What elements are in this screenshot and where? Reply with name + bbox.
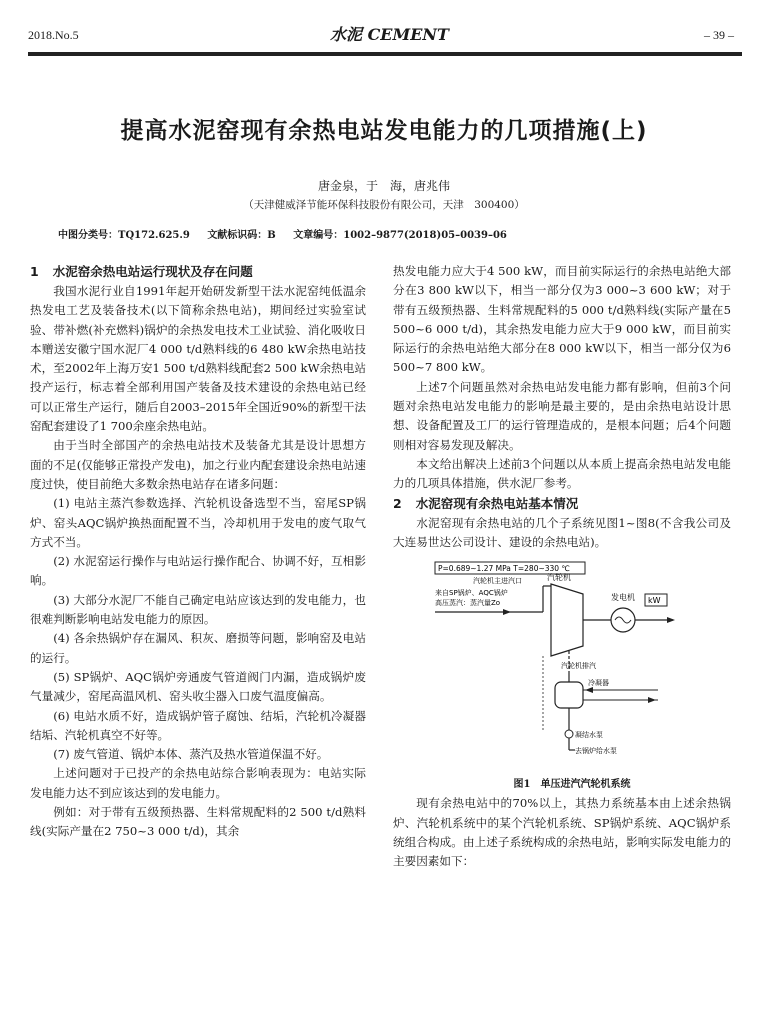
document-code: 文献标识码：B [207, 230, 276, 241]
turbine-inlet-label: 汽轮机主进汽口 [473, 577, 522, 586]
figure-1-caption: 图1 单压进汽汽轮机系统 [513, 779, 631, 791]
paragraph: 我国水泥行业自1991年起开始研发新型干法水泥窑纯低温余热发电工艺及装备技术(以下简称余热电站)，期间经过实验室试验、带补燃(补充燃料)锅炉的余热发电技术工业试验、消化吸收日本赠送安徽宁国水泥厂4 000 t/d熟料线的6 480 kW余热电站技术，至2002年上海万安1 500 t/d熟料线配套2 500 kW余热电站投产运行，标志着全部利用国产装备及技术建设的余热电站已经可以正常生产运行，随后自2003–2015年全国近90%的新型干法窑配套建设了1 700余座余热电站。 [30, 284, 366, 434]
list-item: (4) 各余热锅炉存在漏风、积灰、磨损等问题，影响窑及电站的运行。 [30, 631, 366, 665]
figure-1 [393, 558, 731, 773]
section-2-number: 2 [393, 495, 402, 511]
section-2-title: 水泥窑现有余热电站基本情况 [415, 495, 579, 511]
generator-label: 发电机 [611, 593, 635, 603]
turbine-system-diagram [433, 560, 693, 770]
pump-icon [565, 730, 573, 738]
paragraph: 热发电能力应大于4 500 kW，而目前实际运行的余热电站绝大部分在3 800 kW以下，相当一部分仅为3 000~3 600 kW；对于带有五级预热器、生料常规配料的5 000 t/d熟料线(实际产量在5 500~6 000 t/d)，其余热发电能力应大于9 000 kW，而目前实际运行的余热电站绝大部分在8 000 kW以下，相当一部分仅为6 500~7 800 kW。 [393, 264, 731, 375]
left-column [30, 262, 366, 842]
exhaust-label: 汽轮机排汽 [561, 662, 596, 671]
paragraph: 例如：对于带有五级预热器、生料常规配料的2 500 t/d熟料线(实际产量在2 750~3 000 t/d)，其余 [30, 805, 366, 839]
section-1-number: 1 [30, 264, 39, 279]
section-1-title: 水泥窑余热电站运行现状及存在问题 [52, 264, 253, 279]
article-title: 提高水泥窑现有余热电站发电能力的几项措施(上) [120, 118, 648, 144]
author-affiliation: （天津健威泽节能环保科技股份有限公司，天津 300400） [243, 199, 525, 211]
flow-arrow-icon [503, 609, 511, 615]
issue-number: 2018.No.5 [28, 28, 79, 42]
turbine-label: 汽轮机 [547, 573, 571, 583]
steam-flow-label: 高压蒸汽：蒸汽量Zo [435, 599, 501, 608]
paragraph: 上述7个问题虽然对余热电站发电能力都有影响，但前3个问题对余热电站发电能力的影响是最主要的，是由余热电站设计思想、设备配置及工厂的运行管理造成的，是根本问题；后4个问题则相对容易发现及解决。 [393, 379, 731, 452]
kw-label: kW [648, 596, 661, 606]
steam-parameters: P=0.689~1.27 MPa T=280~330 ℃ [438, 564, 570, 574]
power-arrow-icon [667, 617, 675, 623]
section-1-heading [30, 262, 366, 281]
section-2-heading [393, 494, 731, 513]
list-item: (3) 大部分水泥厂不能自己确定电站应该达到的发电能力，也很难判断影响电站发电能力的原因。 [30, 592, 366, 627]
right-column [393, 262, 731, 872]
paragraph: 由于当时全部国产的余热电站技术及装备尤其是设计思想方面的不足(仅能够正常投产发电)，加之行业内配套建设余热电站速度过快，使目前绝大多数余热电站存在诸多问题： [30, 438, 366, 491]
journal-logo: 水泥 CEMENT [330, 25, 449, 44]
generator-wave-icon [615, 617, 631, 623]
paragraph: 本文给出解决上述前3个问题以从本质上提高余热电站发电能力的几项具体措施，供水泥厂参考。 [393, 456, 731, 491]
pump-label: 凝结水泵 [575, 731, 603, 740]
turbine-icon [551, 584, 583, 656]
page-number: – 39 – [704, 28, 734, 42]
paragraph: 水泥窑现有余热电站的几个子系统见图1~图8(不含我公司及大连易世达公司设计、建设的余热电站)。 [393, 515, 731, 549]
steam-source-label: 来自SP锅炉、AQC锅炉 [435, 589, 508, 598]
condenser-icon [555, 682, 583, 708]
running-header [0, 22, 768, 52]
article-authors: 唐金泉，于 海，唐兆伟 [317, 179, 450, 193]
list-item: (5) SP锅炉、AQC锅炉旁通废气管道阀门内漏，造成锅炉废气量减少，窑尾高温风机、窑头收尘器入口废气温度偏高。 [30, 669, 366, 704]
clc-number: 中图分类号：TQ172.625.9 [58, 230, 190, 241]
list-item: (1) 电站主蒸汽参数选择、汽轮机设备选型不当，窑尾SP锅炉、窑头AQC锅炉换热面配置不当，冷却机用于发电的废气取气方式不当。 [30, 496, 366, 549]
article-metadata [58, 226, 521, 241]
article-number: 文章编号：1002–9877(2018)05–0039–06 [293, 230, 507, 241]
paragraph: 现有余热电站中的70%以上，其热力系统基本由上述余热锅炉、汽轮机系统中的某个汽轮机系统、SP锅炉系统、AQC锅炉系统组合构成。由上述子系统构成的余热电站，影响实际发电能力的主要因素如下： [393, 796, 731, 869]
feedwater-label: 去锅炉给水泵 [575, 747, 617, 756]
header-rule [28, 52, 742, 56]
condenser-label: 冷凝器 [588, 679, 609, 688]
paragraph: 上述问题对于已投产的余热电站综合影响表现为：电站实际发电能力达不到应该达到的发电能力。 [30, 766, 366, 800]
list-item: (2) 水泥窑运行操作与电站运行操作配合、协调不好，互相影响。 [30, 554, 366, 588]
list-item: (7) 废气管道、锅炉本体、蒸汽及热水管道保温不好。 [53, 747, 329, 762]
list-item: (6) 电站水质不好，造成锅炉管子腐蚀、结垢，汽轮机冷凝器结垢、汽轮机真空不好等。 [30, 708, 366, 742]
